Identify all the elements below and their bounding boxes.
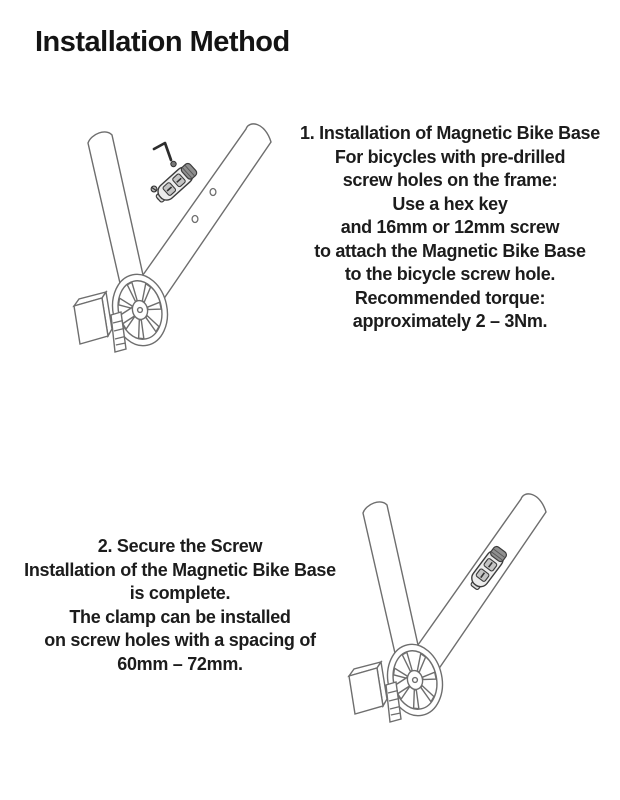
step-1-line: to the bicycle screw hole. <box>344 264 556 284</box>
illustration-step-1 <box>55 112 300 362</box>
step-2-line: 60mm – 72mm. <box>117 653 243 674</box>
step-1-line: For bicycles with pre-drilled <box>334 146 566 167</box>
page-title: Installation Method <box>35 26 290 58</box>
step-2-line: on screw holes with a spacing of <box>44 630 316 650</box>
step-1-instructions <box>280 122 620 334</box>
step-2-line: is complete. <box>129 583 231 603</box>
step-1-line: to attach the Magnetic Bike Base <box>314 240 586 261</box>
magnetic-base-icon <box>152 161 198 205</box>
step-1-line: approximately 2 – 3Nm. <box>352 311 548 331</box>
step-1-line: 1. Installation of Magnetic Bike Base <box>300 123 600 143</box>
step-2-line: The clamp can be installed <box>69 606 291 627</box>
step-1-line: Use a hex key <box>392 193 508 214</box>
illustration-step-2 <box>330 482 575 732</box>
step-1-line: and 16mm or 12mm screw <box>340 217 560 237</box>
step-2-line: 2. Secure the Screw <box>97 536 263 556</box>
step-1-line: Recommended torque: <box>354 287 546 308</box>
hex-key-icon <box>154 143 176 167</box>
step-2-instructions <box>0 535 360 676</box>
step-2-line: Installation of the Magnetic Bike Base <box>24 559 336 580</box>
step-1-line: screw holes on the frame: <box>342 170 558 190</box>
